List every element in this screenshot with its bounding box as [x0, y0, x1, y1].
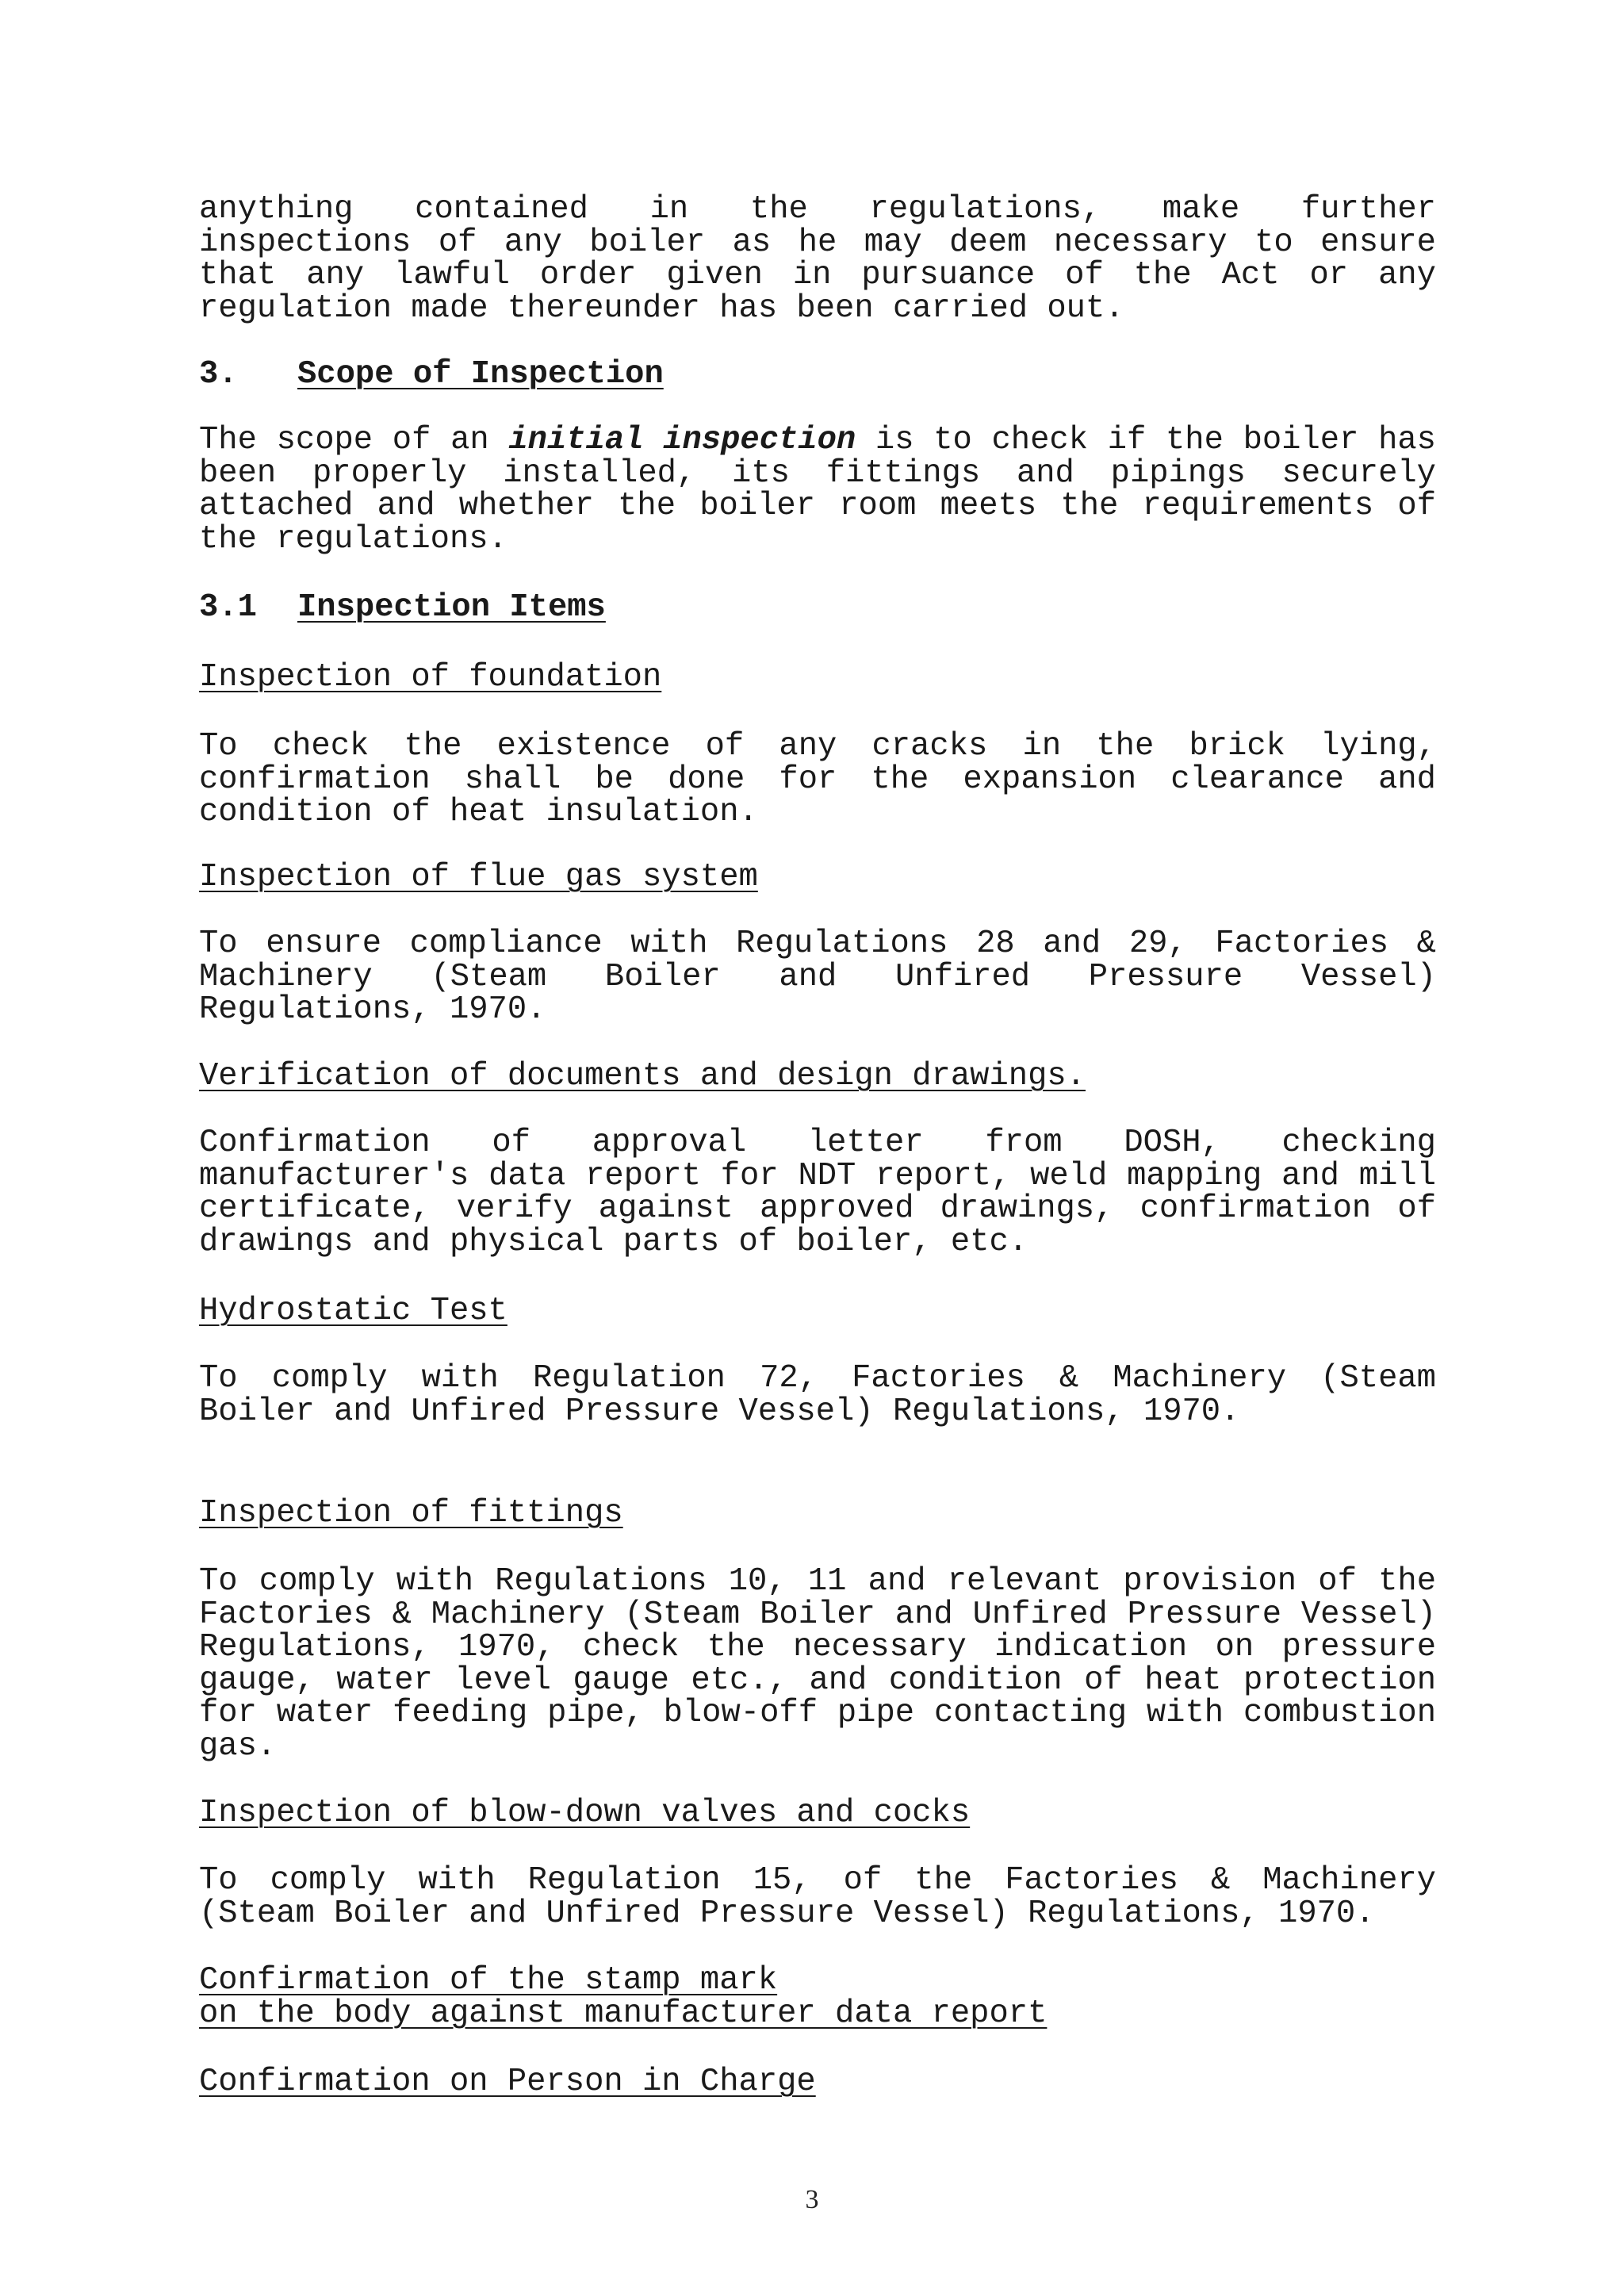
item-heading: Inspection of foundation: [199, 659, 662, 696]
intro-line: anything contained in the regulations, make further: [199, 191, 1436, 228]
item-paragraph: To check the existence of any cracks in the brick lying, confirmation shall be done for the expansion clearance and condition of heat insulation.: [199, 728, 1436, 830]
item-flue-gas: [199, 861, 1436, 895]
item-fittings: [199, 1497, 1436, 1531]
intro-line: that any lawful order given in pursuance of the Act or any: [199, 257, 1436, 293]
item-foundation: [199, 661, 1436, 695]
item-foundation-text: [199, 730, 1436, 830]
section-3-heading: [199, 358, 1436, 392]
item-paragraph: Confirmation of approval letter from DOSH, checking manufacturer's data report for NDT report, weld mapping and mill certificate, verify against approved drawings, confirmation of drawings and physical parts of boiler, etc.: [199, 1125, 1436, 1260]
item-heading: Inspection of fittings: [199, 1495, 623, 1531]
item-heading: Hydrostatic Test: [199, 1293, 508, 1329]
item-heading: Verification of documents and design drawings.: [199, 1058, 1086, 1094]
scope-paragraph: [199, 424, 1436, 556]
page-number: 3: [805, 2185, 819, 2214]
intro-line: regulation made thereunder has been carried out.: [199, 289, 1124, 327]
item-heading: Inspection of blow-down valves and cocks: [199, 1795, 971, 1831]
item-blow-down-text: [199, 1862, 1436, 1932]
item-fittings-text: [199, 1563, 1436, 1765]
item-hydrostatic-text: [199, 1360, 1436, 1430]
section-number: 3.: [199, 356, 238, 393]
item-blow-down: [199, 1797, 1436, 1830]
item-flue-gas-text: [199, 928, 1436, 1027]
section-title: Inspection Items: [297, 589, 606, 626]
item-stamp-mark: [199, 1964, 1436, 2030]
item-hydrostatic: [199, 1295, 1436, 1328]
scope-text-post: is to check if the boiler has been properly installed, its fittings and pipings securely attached and whether the boiler room meets the requirements of the regulations.: [199, 422, 1436, 558]
intro-paragraph: [199, 191, 1436, 327]
section-title: Scope of Inspection: [297, 356, 664, 393]
item-documents: [199, 1060, 1436, 1094]
section-3-1-heading: [199, 589, 1436, 626]
item-heading: on the body against manufacturer data report: [199, 1995, 1048, 2032]
item-paragraph: To ensure compliance with Regulations 28 and 29, Factories & Machinery (Steam Boiler and Unfired Pressure Vessel) Regulations, 1970.: [199, 926, 1436, 1028]
item-person-in-charge: [199, 2066, 1436, 2099]
section-number: 3.1: [199, 589, 257, 626]
item-documents-text: [199, 1127, 1436, 1259]
intro-line: inspections of any boiler as he may deem necessary to ensure: [199, 224, 1436, 261]
scope-text-pre: The scope of an: [199, 422, 509, 458]
item-paragraph: To comply with Regulation 72, Factories & Machinery (Steam Boiler and Unfired Pressure Vessel) Regulations, 1970.: [199, 1360, 1436, 1430]
item-paragraph: To comply with Regulation 15, of the Factories & Machinery (Steam Boiler and Unfired Pressure Vessel) Regulations, 1970.: [199, 1862, 1436, 1932]
item-heading: Inspection of flue gas system: [199, 859, 758, 895]
item-heading: Confirmation on Person in Charge: [199, 2064, 816, 2100]
item-heading: Confirmation of the stamp mark: [199, 1962, 778, 1999]
item-paragraph: To comply with Regulations 10, 11 and relevant provision of the Factories & Machinery (Steam Boiler and Unfired Pressure Vessel) Regulations, 1970, check the necessary indication on pressure gauge, water level gauge etc., and condition of heat protection for water feeding pipe, blow-off pipe contacting with combustion gas.: [199, 1563, 1436, 1765]
scope-emphasis: initial inspection: [508, 422, 856, 458]
